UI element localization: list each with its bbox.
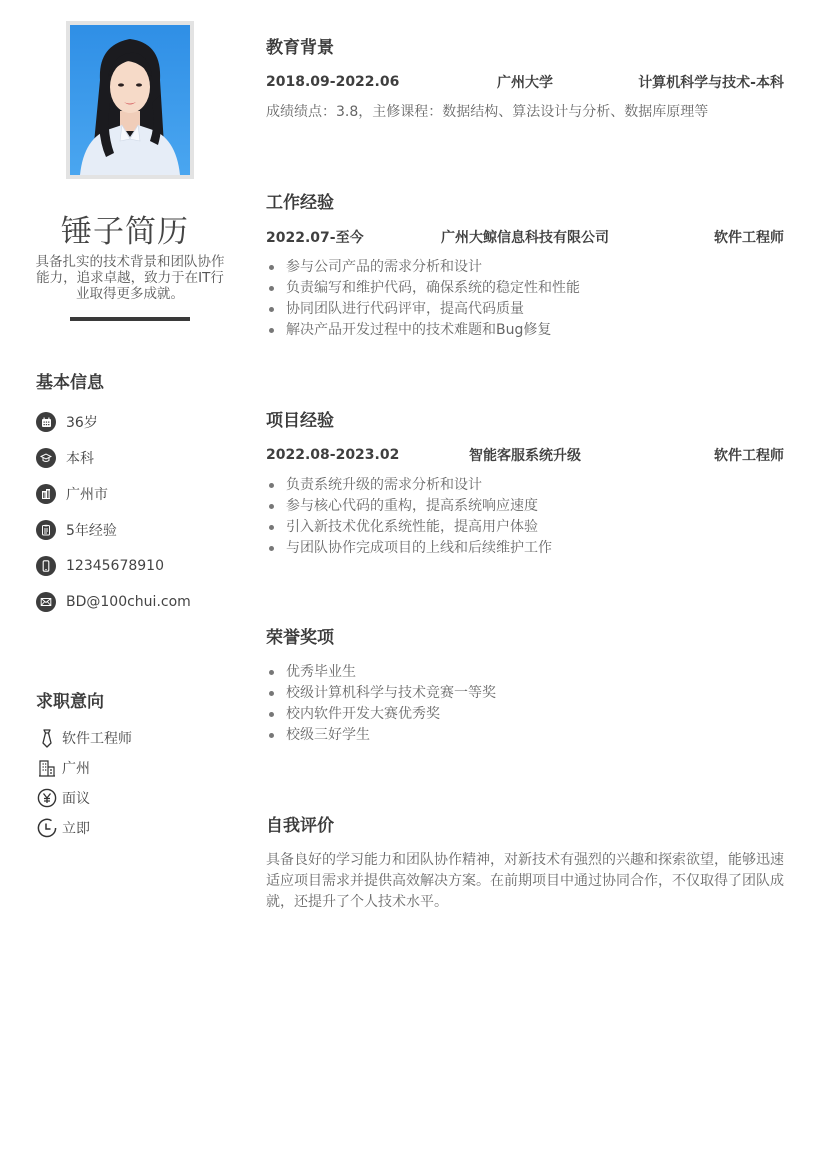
- job-intent-heading: 求职意向: [36, 692, 104, 712]
- project-section: [266, 409, 784, 559]
- list-item: 参与核心代码的重构，提高系统响应速度: [266, 496, 784, 517]
- honors-section: [266, 626, 784, 746]
- intent-availability: [36, 813, 132, 843]
- intent-salary: [36, 783, 132, 813]
- mail-icon: [36, 592, 56, 612]
- honors-heading: 荣誉奖项: [266, 628, 334, 648]
- work-period: 2022.07-至今: [266, 230, 364, 246]
- project-name: 智能客服系统升级: [469, 448, 581, 464]
- city-icon: [36, 757, 58, 779]
- list-item: 负责系统升级的需求分析和设计: [266, 475, 784, 496]
- info-experience-text: 5年经验: [66, 523, 117, 539]
- info-city-text: 广州市: [66, 487, 108, 503]
- list-item: 负责编写和维护代码，确保系统的稳定性和性能: [266, 278, 784, 299]
- name-divider: [70, 317, 190, 321]
- intent-position: [36, 723, 132, 753]
- sidebar: [0, 0, 250, 1160]
- info-degree: [36, 440, 191, 476]
- education-section: [266, 36, 784, 123]
- intent-availability-text: 立即: [62, 821, 90, 837]
- basic-info-heading: 基本信息: [36, 373, 104, 393]
- info-city: [36, 476, 191, 512]
- basic-info-list: [36, 404, 191, 620]
- resume-name: 锤子简历: [61, 214, 189, 250]
- portrait-illustration: [70, 25, 190, 175]
- building-icon: [36, 484, 56, 504]
- phone-icon: [36, 556, 56, 576]
- project-role: 软件工程师: [714, 448, 784, 464]
- graduation-cap-icon: [36, 448, 56, 468]
- info-age-text: 36岁: [66, 415, 98, 431]
- list-item: 引入新技术优化系统性能，提高用户体验: [266, 517, 784, 538]
- education-school: 广州大学: [497, 75, 553, 91]
- work-row: [266, 227, 784, 247]
- info-experience: [36, 512, 191, 548]
- info-phone: [36, 548, 191, 584]
- intent-position-text: 软件工程师: [62, 731, 132, 747]
- education-major: 计算机科学与技术-本科: [638, 75, 784, 91]
- list-item: 优秀毕业生: [266, 662, 784, 683]
- list-item: 协同团队进行代码评审，提高代码质量: [266, 299, 784, 320]
- list-item: 校级计算机科学与技术竞赛一等奖: [266, 683, 784, 704]
- self-evaluation-text: 具备良好的学习能力和团队协作精神，对新技术有强烈的兴趣和探索欲望，能够迅速适应项目需求并提供高效解决方案。在前期项目中通过协同合作，不仅取得了团队成就，还提升了个人技术水平。: [266, 852, 784, 910]
- work-position: 软件工程师: [714, 230, 784, 246]
- profile-photo: [70, 25, 190, 175]
- calendar-icon: [36, 412, 56, 432]
- info-age: [36, 404, 191, 440]
- list-item: 参与公司产品的需求分析和设计: [266, 257, 784, 278]
- work-section: [266, 191, 784, 341]
- tie-icon: [36, 727, 58, 749]
- self-evaluation-heading: 自我评价: [266, 816, 334, 836]
- info-email: [36, 584, 191, 620]
- yuan-icon: [36, 787, 58, 809]
- list-item: 校内软件开发大赛优秀奖: [266, 704, 784, 725]
- project-row: [266, 445, 784, 465]
- project-bullets: [266, 475, 784, 559]
- list-item: 校级三好学生: [266, 725, 784, 746]
- work-bullets: [266, 257, 784, 341]
- intent-salary-text: 面议: [62, 791, 90, 807]
- info-phone-text: 12345678910: [66, 558, 164, 574]
- intent-city-text: 广州: [62, 761, 90, 777]
- project-heading: 项目经验: [266, 411, 334, 431]
- education-row: [266, 72, 784, 92]
- project-period: 2022.08-2023.02: [266, 447, 400, 463]
- work-company: 广州大鲸信息科技有限公司: [441, 230, 609, 246]
- profile-photo-frame: [66, 21, 194, 179]
- clock-icon: [36, 817, 58, 839]
- education-period: 2018.09-2022.06: [266, 74, 400, 90]
- education-heading: 教育背景: [266, 38, 334, 58]
- clipboard-icon: [36, 520, 56, 540]
- honors-bullets: [266, 662, 784, 746]
- info-email-text: BD@100chui.com: [66, 594, 191, 610]
- job-intent-list: [36, 723, 132, 843]
- work-heading: 工作经验: [266, 193, 334, 213]
- education-description: 成绩绩点：3.8，主修课程：数据结构、算法设计与分析、数据库原理等: [266, 104, 709, 120]
- self-evaluation-section: [266, 814, 784, 913]
- list-item: 与团队协作完成项目的上线和后续维护工作: [266, 538, 784, 559]
- list-item: 解决产品开发过程中的技术难题和Bug修复: [266, 320, 784, 341]
- info-degree-text: 本科: [66, 451, 94, 467]
- intent-city: [36, 753, 132, 783]
- profile-tagline: 具备扎实的技术背景和团队协作能力，追求卓越，致力于在IT行业取得更多成就。: [35, 254, 225, 302]
